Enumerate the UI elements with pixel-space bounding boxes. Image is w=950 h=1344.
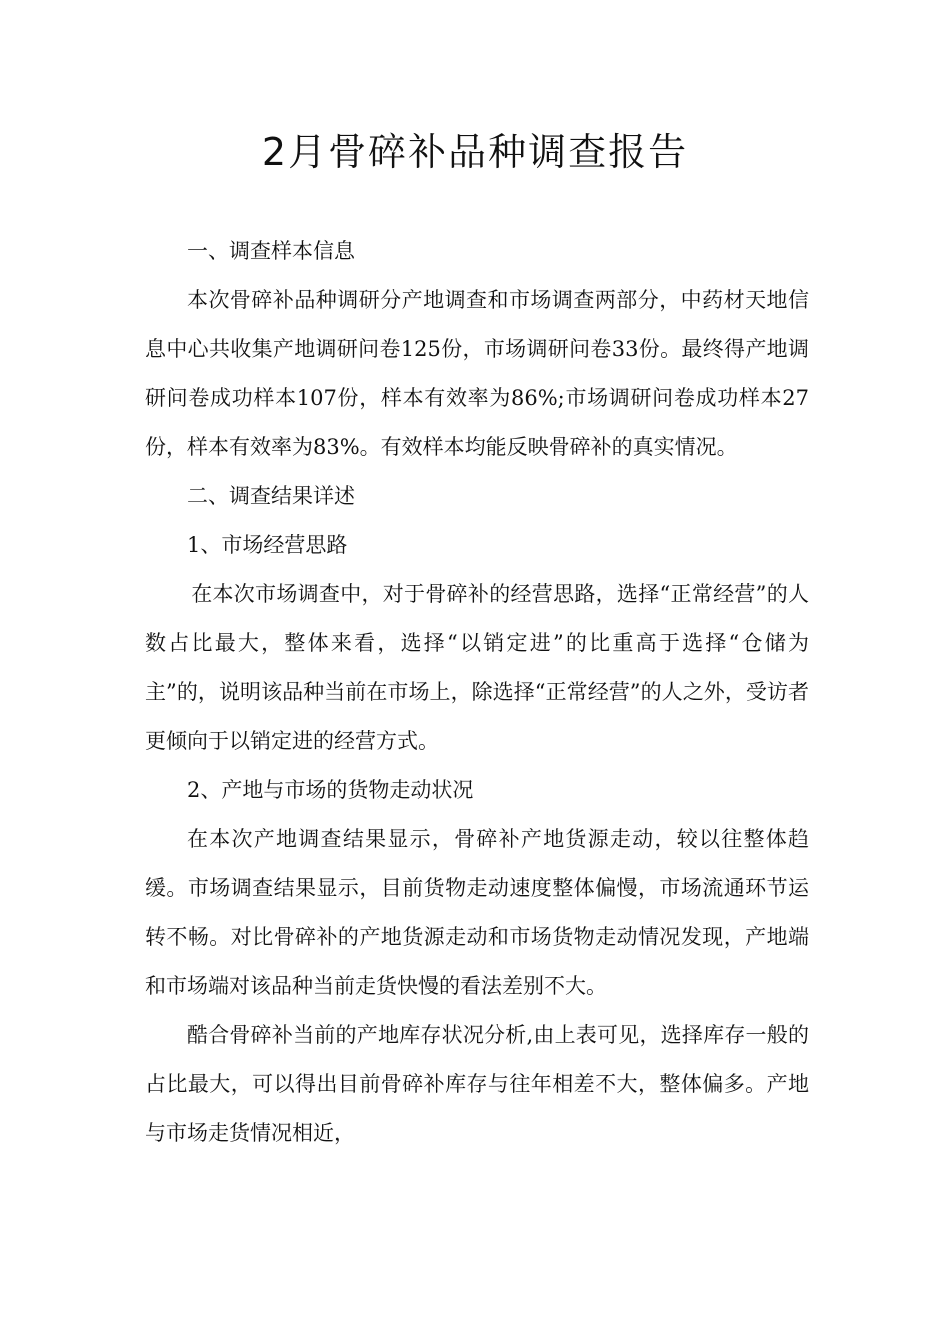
paragraph-goods-movement: 在本次产地调查结果显示，骨碎补产地货源走动，较以往整体趋缓。市场调查结果显示，目前货物走动速度整体偏慢，市场流通环节运转不畅。对比骨碎补的产地货源走动和市场货物走动情况发现，产地端和市场端对该品种当前走货快慢的看法差别不大。 (145, 827, 809, 998)
paragraph-market-strategy: 在本次市场调查中，对于骨碎补的经营思路，选择“正常经营”的人数占比最大，整体来看，选择“以销定进”的比重高于选择“仓储为主”的，说明该品种当前在市场上，除选择“正常经营”的人之外，受访者更倾向于以销定进的经营方式。 (145, 582, 809, 753)
section-heading-results: 二、调查结果详述 (187, 484, 355, 508)
paragraph-sample-info: 本次骨碎补品种调研分产地调查和市场调查两部分，中药材天地信息中心共收集产地调研问卷125份，市场调研问卷33份。最终得产地调研问卷成功样本107份，样本有效率为86%;市场调研问卷成功样本27份，样本有效率为83%。有效样本均能反映骨碎补的真实情况。 (145, 288, 809, 459)
section-heading-sample-info: 一、调查样本信息 (187, 239, 355, 263)
subsection-heading-goods-movement: 2、产地与市场的货物走动状况 (187, 778, 474, 802)
subsection-heading-market-strategy: 1、市场经营思路 (187, 533, 348, 557)
paragraph-inventory: 酷合骨碎补当前的产地库存状况分析,由上表可见，选择库存一般的占比最大，可以得出目前骨碎补库存与往年相差不大，整体偏多。产地与市场走货情况相近， (145, 1023, 809, 1145)
document-body (145, 227, 809, 1158)
page-title: 2月骨碎补品种调查报告 (261, 130, 689, 174)
